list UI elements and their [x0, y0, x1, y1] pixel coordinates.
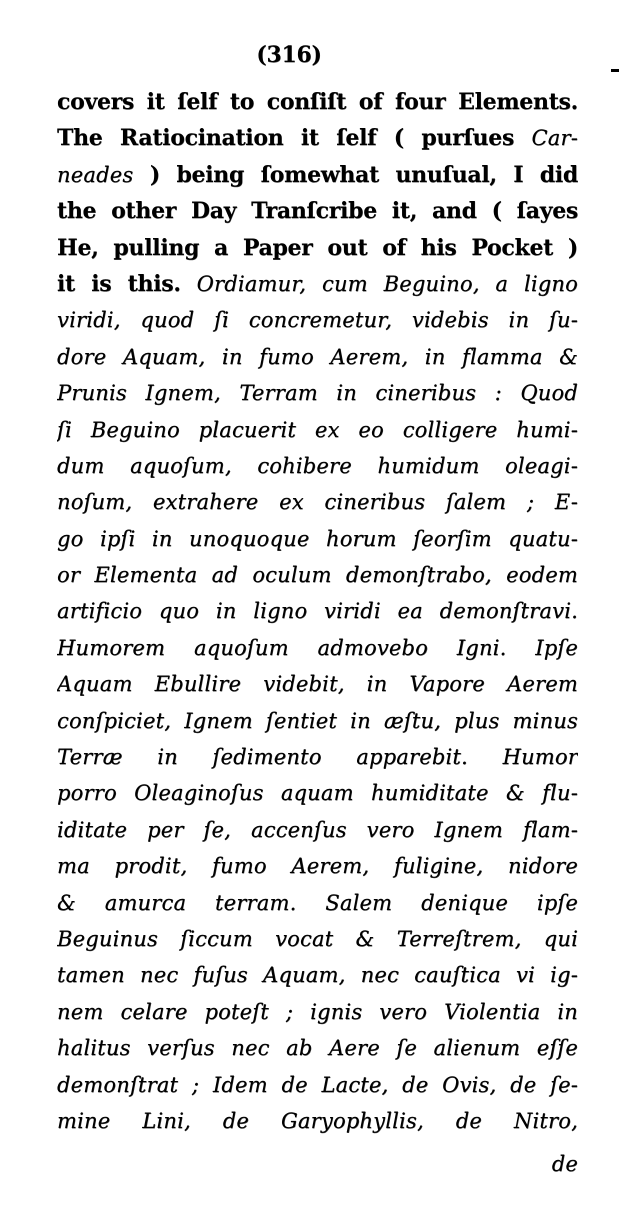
text-line — [57, 848, 578, 884]
text-line — [57, 957, 578, 993]
text-line — [57, 630, 578, 666]
latin-italic-segment: Aquam Ebullire videbit, in Vapore Aerem — [57, 672, 578, 697]
latin-italic-segment: go ipſi in unoquoque horum ſeorſim quatu- — [57, 526, 578, 551]
latin-italic-segment: ſi Beguino placuerit ex eo colligere humi- — [57, 417, 578, 442]
latin-italic-segment: demonſtrat ; Idem de Lacte, de Ovis, de ſe- — [57, 1072, 578, 1097]
latin-italic-segment: Prunis Ignem, Terram in cineribus : Quod — [57, 381, 578, 406]
text-line — [57, 484, 578, 520]
page-number-header: (316) — [256, 42, 322, 68]
latin-italic-segment: dum aquoſum, cohibere humidum oleagi- — [57, 453, 578, 478]
text-line — [57, 921, 578, 957]
latin-italic-segment: porro Oleaginoſus aquam humiditate & flu- — [57, 781, 578, 806]
latin-italic-segment: ma prodit, fumo Aerem, fuligine, nidore — [57, 854, 578, 879]
text-line — [57, 302, 578, 338]
text-line — [57, 593, 578, 629]
text-line — [57, 375, 578, 411]
latin-italic-segment: or Elementa ad oculum demonſtrabo, eodem — [57, 563, 578, 588]
text-line — [57, 157, 578, 193]
text-line — [57, 1067, 578, 1103]
text-line — [57, 448, 578, 484]
latin-italic-segment: tamen nec fuſus Aquam, nec cauſtica vi ig- — [57, 963, 578, 988]
latin-italic-segment: dore Aquam, in fumo Aerem, in flamma & — [57, 344, 578, 369]
latin-italic-segment: viridi, quod ſi concremetur, videbis in ſu- — [57, 308, 578, 333]
text-line — [57, 193, 578, 229]
roman-segment: it is this. — [57, 270, 181, 297]
latin-italic-segment: & amurca terram. Salem denique ipſe — [57, 890, 578, 915]
text-line — [57, 1030, 578, 1066]
roman-segment: covers it ſelf to conſiſt of four Elements. — [57, 89, 578, 115]
roman-segment: He, pulling a Paper out of his Pocket ) — [57, 234, 578, 261]
catchword: de — [551, 1152, 578, 1176]
text-line — [57, 84, 578, 120]
text-line — [57, 120, 578, 156]
roman-segment: the other Day Tranſcribe it, and ( ſayes — [57, 198, 578, 225]
text-line — [57, 739, 578, 775]
text-line — [57, 703, 578, 739]
latin-italic-segment: artificio quo in ligno viridi ea demonſtravi. — [57, 599, 578, 624]
latin-italic-segment: Beguinus ſiccum vocat & Terreſtrem, qui — [57, 926, 578, 951]
text-line — [57, 412, 578, 448]
roman-segment: ) being ſomewhat unuſual, I did — [133, 161, 578, 188]
text-line — [57, 994, 578, 1030]
latin-italic-segment: iditate per ſe, accenſus vero Ignem flam- — [57, 817, 578, 842]
latin-italic-segment: mine Lini, de Garyophyllis, de Nitro, — [57, 1108, 578, 1133]
text-line — [57, 557, 578, 593]
scan-artifact-dash — [611, 69, 619, 72]
text-line — [57, 775, 578, 811]
text-line — [57, 521, 578, 557]
text-line — [57, 1103, 578, 1139]
text-line — [57, 666, 578, 702]
latin-italic-segment: Humorem aquoſum admovebo Igni. Ipſe — [57, 635, 578, 660]
roman-segment: The Ratiocination it ſelf ( purſues — [57, 125, 532, 152]
text-line — [57, 230, 578, 266]
text-block — [57, 84, 578, 1139]
text-line — [57, 812, 578, 848]
latin-italic-segment: halitus verſus nec ab Aere ſe alienum eſſe — [57, 1036, 578, 1061]
text-line — [57, 266, 578, 302]
latin-italic-segment: Car- — [531, 126, 578, 151]
latin-italic-segment: nem celare poteſt ; ignis vero Violentia in — [57, 999, 578, 1024]
text-line — [57, 339, 578, 375]
latin-italic-segment: noſum, extrahere ex cineribus ſalem ; E- — [57, 490, 578, 515]
latin-italic-segment: Terræ in ſedimento apparebit. Humor — [57, 745, 578, 770]
text-line — [57, 885, 578, 921]
latin-italic-segment: conſpiciet, Ignem ſentiet in æſtu, plus minus — [57, 708, 578, 733]
latin-italic-segment: neades — [57, 162, 134, 187]
latin-italic-segment: Ordiamur, cum Beguino, a ligno — [180, 271, 578, 296]
catchword-row — [57, 1146, 578, 1184]
